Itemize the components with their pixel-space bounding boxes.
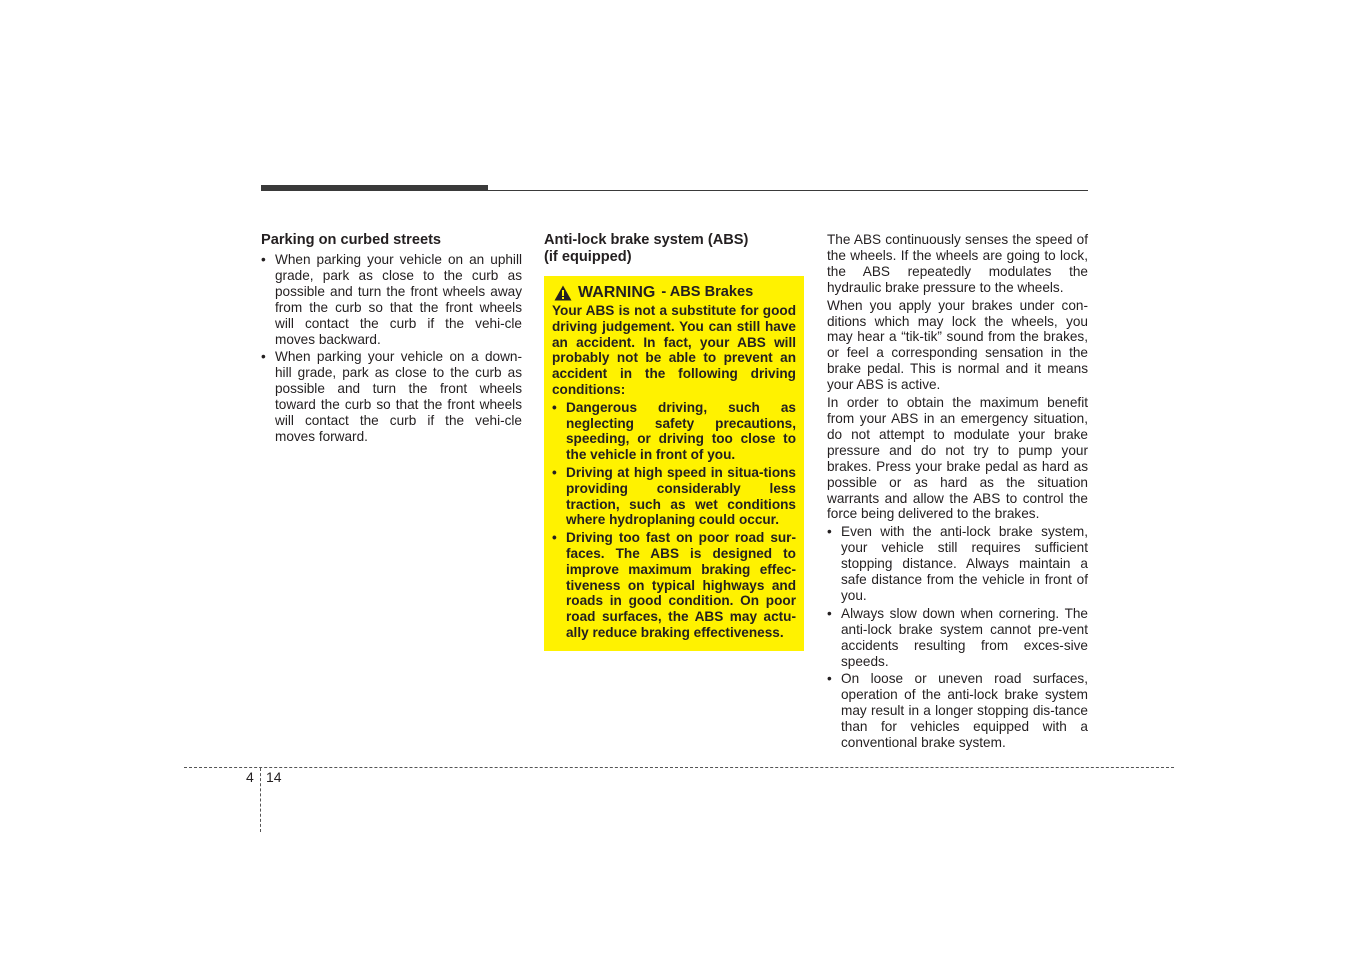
warning-intro: Your ABS is not a substitute for good driving judgement. You can still have an accident. In fact, your ABS will probably not be able to prevent an accident in the following driving conditions:: [552, 303, 796, 397]
footer-divider: [260, 768, 261, 832]
heading-line: (if equipped): [544, 249, 632, 265]
warning-header: [554, 285, 796, 301]
column-abs-details: [827, 232, 1088, 753]
footer-rule: [184, 767, 1174, 768]
list-item: • When parking your vehicle on a down-hill grade, park as close to the curb as possible and turn the front wheels toward the curb so that the front wheels will contact the curb if the vehi-cle moves forward.: [261, 349, 522, 444]
warning-label: WARNING: [578, 284, 656, 302]
section-heading-abs: [544, 232, 804, 266]
paragraph: When you apply your brakes under con-ditions which may lock the wheels, you may hear a “tik-tik” sound from the brakes, or feel a corresponding sensation in the brake pedal. This is normal and it means your ABS is active.: [827, 297, 1088, 393]
column-abs: [544, 232, 804, 651]
chapter-number: 4: [246, 769, 254, 785]
header-rule-thin: [488, 190, 1088, 191]
warning-box: [544, 276, 804, 651]
list-item: • Always slow down when cornering. The anti-lock brake system cannot pre-vent accidents resulting from exces-sive speeds.: [827, 606, 1088, 670]
list-item: • When parking your vehicle on an uphill grade, park as close to the curb as possible and turn the front wheels away from the curb so that the front wheels will contact the curb if the vehi-cle moves backward.: [261, 252, 522, 347]
abs-notes-list: [827, 524, 1088, 751]
heading-line: Anti-lock brake system (ABS): [544, 232, 749, 248]
list-item: • Dangerous driving, such as neglecting safety precautions, speeding, or driving too close to the vehicle in front of you.: [552, 400, 796, 463]
column-parking: [261, 232, 522, 447]
parking-list: [261, 252, 522, 445]
paragraph: The ABS continuously senses the speed of the wheels. If the wheels are going to lock, the ABS repeatedly modulates the hydraulic brake pressure to the wheels.: [827, 232, 1088, 295]
warning-triangle-icon: [554, 285, 572, 301]
list-item: • Even with the anti-lock brake system, your vehicle still requires sufficient stopping distance. Always maintain a safe distance from the vehicle in front of you.: [827, 524, 1088, 604]
section-heading-parking: Parking on curbed streets: [261, 232, 442, 248]
list-item: • On loose or uneven road surfaces, operation of the anti-lock brake system may result in a longer stopping dis-tance than for vehicles equipped with a conventional brake system.: [827, 671, 1088, 751]
header-rule-thick: [261, 185, 488, 191]
list-item: • Driving too fast on poor road sur-faces. The ABS is designed to improve maximum braking effec-tiveness on typical highways and roads in good condition. On poor road surfaces, the ABS may actu-ally reduce braking effectiveness.: [552, 530, 796, 641]
paragraph: In order to obtain the maximum benefit from your ABS in an emergency situation, do not attempt to modulate your brake pressure and do not try to pump your brakes. Press your brake pedal as hard as possible or as hard as the situation warrants and allow the ABS to control the force being delivered to the brakes.: [827, 395, 1088, 522]
list-item: • Driving at high speed in situa-tions providing considerably less traction, such as wet conditions where hydroplaning could occur.: [552, 465, 796, 528]
warning-list: [552, 400, 796, 641]
warning-subject: - ABS Brakes: [661, 284, 754, 301]
page-number: 14: [266, 769, 282, 785]
